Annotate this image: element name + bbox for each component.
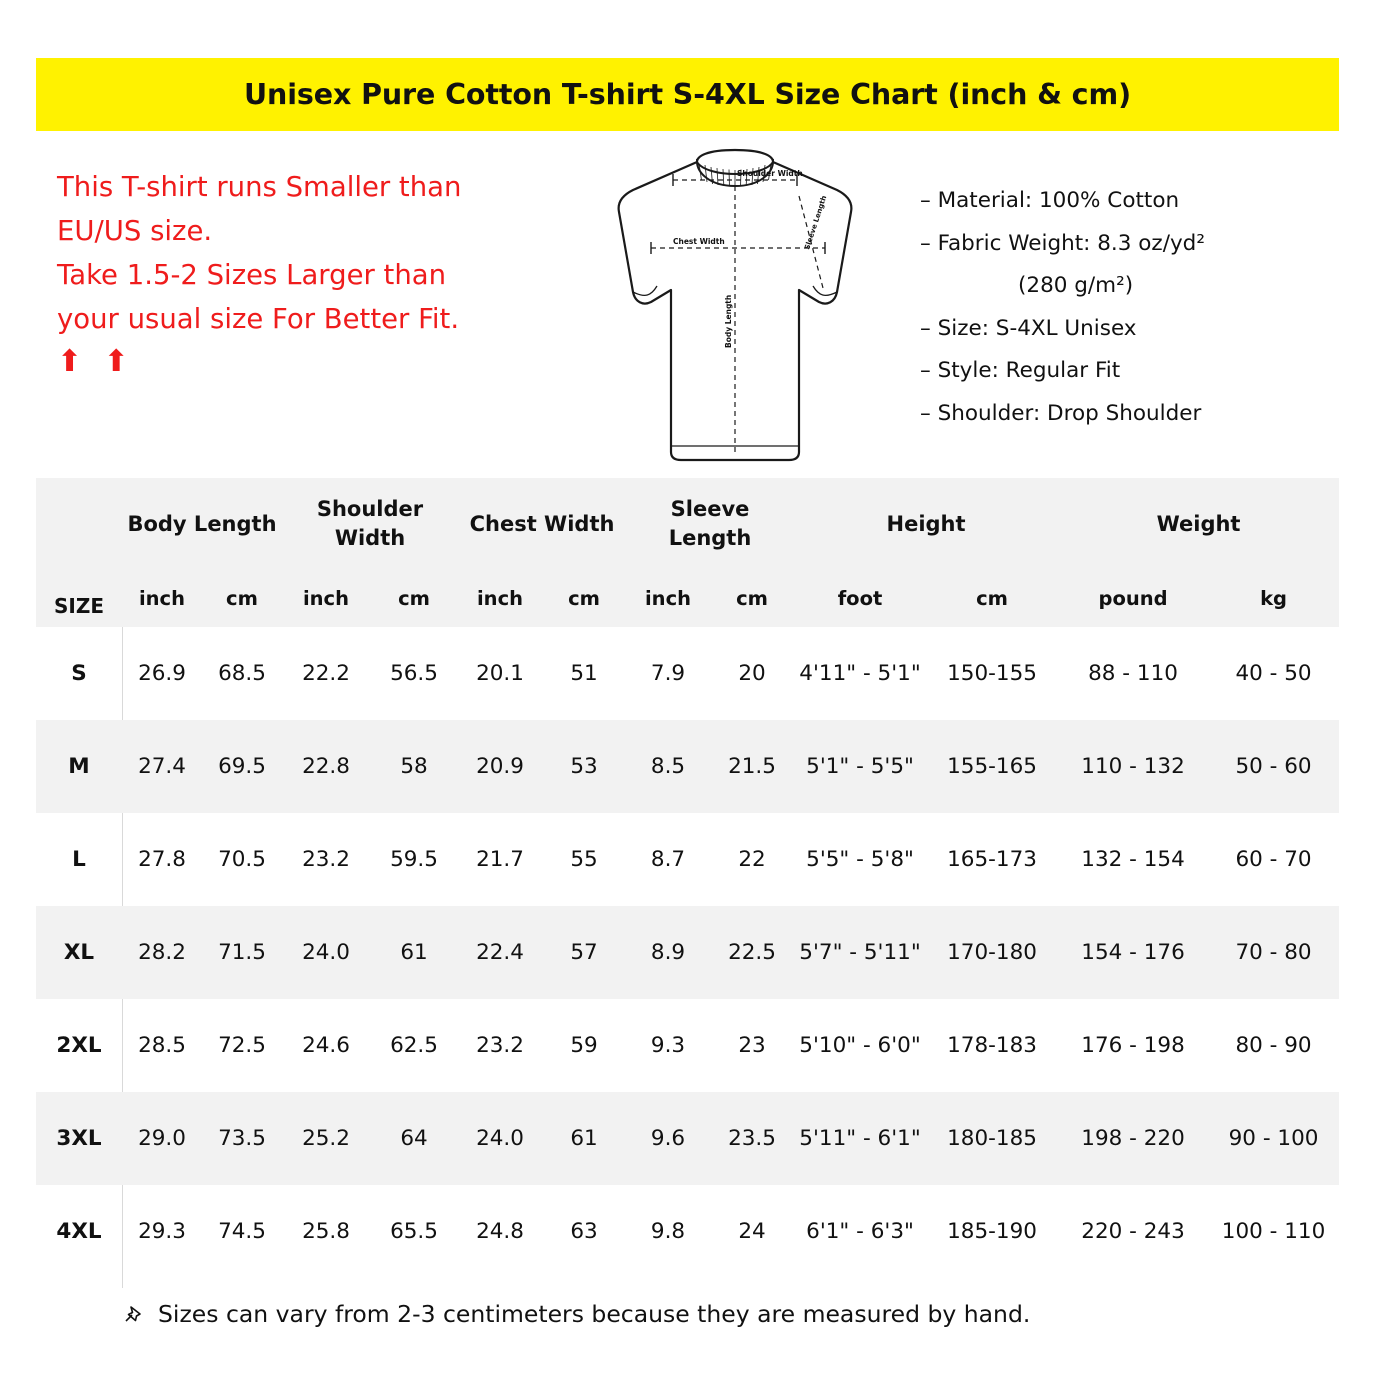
cell-chest-width-cm: 55 [570, 847, 598, 872]
unit-sleeve-length-cm: cm [710, 570, 794, 627]
cell-shoulder-width-inch: 24.0 [282, 906, 370, 999]
cell-body-length-inch: 28.5 [138, 1033, 186, 1058]
cell-shoulder-width-cm: 64 [370, 1092, 458, 1185]
product-specs [920, 180, 1340, 435]
cell-weight-kg: 90 - 100 [1208, 1092, 1339, 1185]
cell-size: L [72, 847, 86, 872]
header-size: SIZE [36, 478, 122, 627]
cell-size: S [71, 661, 87, 686]
cell-sleeve-length-cm: 20 [738, 661, 766, 686]
unit-height-cm: cm [926, 570, 1058, 627]
cell-weight-kg: 70 - 80 [1208, 906, 1339, 999]
table-row [36, 1092, 1339, 1185]
cell-height-foot: 6'1" - 6'3" [806, 1219, 914, 1244]
cell-shoulder-width-cm: 58 [370, 720, 458, 813]
label-shoulder-width: Shoulder Width [737, 169, 803, 178]
cell-height-foot: 5'7" - 5'11" [794, 906, 926, 999]
cell-weight-kg: 40 - 50 [1235, 661, 1312, 686]
unit-weight-pound: pound [1058, 570, 1208, 627]
cell-height-cm: 178-183 [947, 1033, 1037, 1058]
cell-size: XL [36, 906, 122, 999]
cell-body-length-cm: 72.5 [218, 1033, 266, 1058]
measurement-note-text: Sizes can vary from 2-3 centimeters because they are measured by hand. [158, 1300, 1031, 1328]
cell-height-foot: 4'11" - 5'1" [799, 661, 921, 686]
cell-body-length-inch: 27.4 [122, 720, 202, 813]
cell-chest-width-cm: 57 [542, 906, 626, 999]
cell-shoulder-width-cm: 62.5 [390, 1033, 438, 1058]
cell-shoulder-width-inch: 22.2 [302, 661, 350, 686]
cell-height-cm: 150-155 [947, 661, 1037, 686]
table-row [36, 813, 1339, 906]
cell-weight-kg: 60 - 70 [1235, 847, 1312, 872]
size-table-wrapper [36, 478, 1339, 1278]
cell-weight-pound: 110 - 132 [1058, 720, 1208, 813]
cell-sleeve-length-cm: 22 [738, 847, 766, 872]
cell-chest-width-inch: 20.9 [458, 720, 542, 813]
cell-chest-width-cm: 53 [542, 720, 626, 813]
cell-body-length-cm: 70.5 [218, 847, 266, 872]
cell-body-length-inch: 28.2 [122, 906, 202, 999]
cell-sleeve-length-inch: 9.8 [650, 1219, 686, 1244]
cell-sleeve-length-cm: 23 [738, 1033, 766, 1058]
label-chest-width: Chest Width [673, 237, 725, 246]
unit-height-foot: foot [794, 570, 926, 627]
pushpin-icon [120, 1301, 146, 1327]
cell-sleeve-length-cm: 22.5 [710, 906, 794, 999]
cell-chest-width-inch: 24.8 [476, 1219, 524, 1244]
cell-sleeve-length-inch: 8.7 [650, 847, 686, 872]
fit-warning-line-4: your usual size For Better Fit. [57, 303, 460, 335]
table-row [36, 627, 1339, 720]
spec-shoulder: – Shoulder: Drop Shoulder [920, 400, 1202, 426]
cell-shoulder-width-cm: 56.5 [390, 661, 438, 686]
cell-height-cm: 180-185 [926, 1092, 1058, 1185]
cell-chest-width-inch: 22.4 [458, 906, 542, 999]
table-group-header-row [36, 478, 1339, 570]
cell-weight-pound: 198 - 220 [1058, 1092, 1208, 1185]
cell-sleeve-length-inch: 7.9 [650, 661, 686, 686]
header-weight: Weight [1058, 478, 1339, 570]
unit-chest-width-cm: cm [542, 570, 626, 627]
label-sleeve-length: Sleeve Length [803, 194, 829, 251]
page-title: Unisex Pure Cotton T-shirt S-4XL Size Chart (inch & cm) [243, 78, 1132, 111]
fit-warning-line-1: This T-shirt runs Smaller than [57, 171, 462, 203]
cell-chest-width-cm: 59 [570, 1033, 598, 1058]
unit-shoulder-width-inch: inch [282, 570, 370, 627]
cell-height-foot: 5'10" - 6'0" [799, 1033, 921, 1058]
cell-body-length-inch: 29.0 [122, 1092, 202, 1185]
cell-body-length-cm: 68.5 [218, 661, 266, 686]
size-table [36, 478, 1339, 1278]
header-height: Height [794, 478, 1058, 570]
unit-sleeve-length-inch: inch [626, 570, 710, 627]
table-row [36, 1185, 1339, 1278]
cell-body-length-cm: 71.5 [202, 906, 282, 999]
cell-size: 4XL [56, 1219, 102, 1244]
unit-weight-kg: kg [1208, 570, 1339, 627]
cell-shoulder-width-inch: 25.2 [282, 1092, 370, 1185]
table-row [36, 906, 1339, 999]
cell-chest-width-inch: 24.0 [458, 1092, 542, 1185]
up-arrows-icon: ⬆ ⬆ [57, 344, 135, 379]
table-unit-header-row [36, 570, 1339, 627]
cell-size: M [36, 720, 122, 813]
cell-body-length-inch: 27.8 [138, 847, 186, 872]
tshirt-diagram [585, 140, 885, 470]
cell-shoulder-width-inch: 25.8 [302, 1219, 350, 1244]
cell-shoulder-width-inch: 23.2 [302, 847, 350, 872]
cell-sleeve-length-inch: 9.6 [626, 1092, 710, 1185]
cell-sleeve-length-cm: 24 [738, 1219, 766, 1244]
cell-size: 3XL [36, 1092, 122, 1185]
cell-sleeve-length-inch: 9.3 [650, 1033, 686, 1058]
spec-size: – Size: S-4XL Unisex [920, 315, 1137, 341]
cell-weight-pound: 88 - 110 [1088, 661, 1178, 686]
header-shoulder-width: Shoulder Width [282, 478, 458, 570]
cell-body-length-cm: 73.5 [202, 1092, 282, 1185]
cell-body-length-inch: 26.9 [138, 661, 186, 686]
cell-weight-pound: 220 - 243 [1081, 1219, 1185, 1244]
cell-height-foot: 5'11" - 6'1" [794, 1092, 926, 1185]
cell-size: 2XL [56, 1033, 102, 1058]
cell-chest-width-cm: 63 [570, 1219, 598, 1244]
cell-chest-width-inch: 21.7 [476, 847, 524, 872]
unit-shoulder-width-cm: cm [370, 570, 458, 627]
title-banner [36, 58, 1339, 131]
cell-shoulder-width-cm: 59.5 [390, 847, 438, 872]
cell-height-cm: 170-180 [926, 906, 1058, 999]
spec-material: – Material: 100% Cotton [920, 188, 1180, 213]
cell-chest-width-cm: 51 [570, 661, 598, 686]
table-row [36, 720, 1339, 813]
header-body-length: Body Length [122, 478, 282, 570]
cell-body-length-cm: 74.5 [218, 1219, 266, 1244]
fit-warning-line-3: Take 1.5-2 Sizes Larger than [57, 259, 447, 291]
spec-fabric-weight-metric: (280 g/m²) [1018, 273, 1134, 298]
measurement-note [120, 1300, 1030, 1328]
cell-weight-kg: 50 - 60 [1208, 720, 1339, 813]
cell-sleeve-length-inch: 8.9 [626, 906, 710, 999]
fit-warning [57, 165, 562, 381]
cell-body-length-inch: 29.3 [138, 1219, 186, 1244]
table-row [36, 999, 1339, 1092]
cell-shoulder-width-inch: 22.8 [282, 720, 370, 813]
spec-fabric-weight: – Fabric Weight: 8.3 oz/yd² [920, 230, 1205, 256]
cell-weight-kg: 80 - 90 [1235, 1033, 1312, 1058]
label-body-length: Body Length [724, 294, 733, 348]
unit-body-length-inch: inch [122, 570, 202, 627]
cell-height-foot: 5'5" - 5'8" [806, 847, 914, 872]
cell-sleeve-length-cm: 21.5 [710, 720, 794, 813]
cell-weight-pound: 176 - 198 [1081, 1033, 1185, 1058]
cell-sleeve-length-cm: 23.5 [710, 1092, 794, 1185]
cell-chest-width-cm: 61 [542, 1092, 626, 1185]
cell-height-cm: 185-190 [947, 1219, 1037, 1244]
cell-height-cm: 165-173 [947, 847, 1037, 872]
header-sleeve-length: Sleeve Length [626, 478, 794, 570]
cell-shoulder-width-inch: 24.6 [302, 1033, 350, 1058]
cell-body-length-cm: 69.5 [202, 720, 282, 813]
cell-chest-width-inch: 23.2 [476, 1033, 524, 1058]
fit-warning-line-2: EU/US size. [57, 215, 213, 247]
cell-shoulder-width-cm: 61 [370, 906, 458, 999]
cell-shoulder-width-cm: 65.5 [390, 1219, 438, 1244]
unit-body-length-cm: cm [202, 570, 282, 627]
unit-chest-width-inch: inch [458, 570, 542, 627]
cell-weight-pound: 132 - 154 [1081, 847, 1185, 872]
cell-chest-width-inch: 20.1 [476, 661, 524, 686]
cell-height-cm: 155-165 [926, 720, 1058, 813]
header-chest-width: Chest Width [458, 478, 626, 570]
cell-weight-pound: 154 - 176 [1058, 906, 1208, 999]
cell-height-foot: 5'1" - 5'5" [794, 720, 926, 813]
cell-sleeve-length-inch: 8.5 [626, 720, 710, 813]
cell-weight-kg: 100 - 110 [1221, 1219, 1326, 1244]
spec-style: – Style: Regular Fit [920, 358, 1121, 383]
